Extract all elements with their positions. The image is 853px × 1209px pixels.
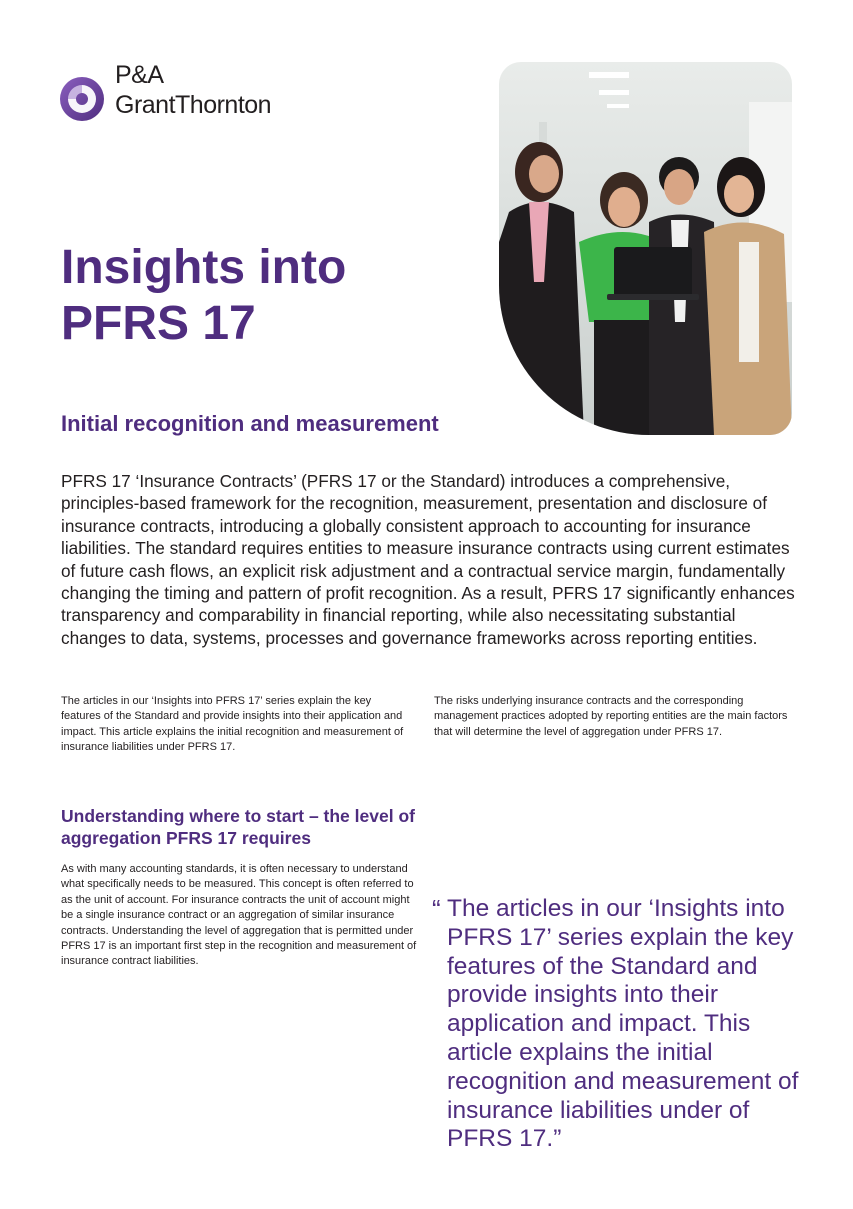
- quote-open-mark: “: [432, 894, 441, 924]
- grant-thornton-logo-icon: [60, 77, 104, 121]
- team-photo: [499, 62, 792, 435]
- page-subtitle: Initial recognition and measurement: [61, 411, 439, 436]
- left-column-paragraph-2: As with many accounting standards, it is often necessary to understand what specifically needs to be measured. This concept is often referred to as the unit of account. For insurance contracts the unit of account might be a single insurance contract or an aggregation of similar insurance contracts. Understanding the level of aggregation that is permitted under PFRS 17 is an important first step in the recognition and measurement of insurance contract liabilities.: [61, 863, 417, 968]
- logo-wordmark: [115, 60, 271, 120]
- left-column-paragraph-1: The articles in our ‘Insights into PFRS 17’ series explain the key features of the Standard and provide insights into their application and impact. This article explains the initial recognition and measurement of insurance liabilities under PFRS 17.: [61, 695, 404, 754]
- logo-line-1: P&A: [115, 61, 164, 89]
- intro-paragraph: PFRS 17 ‘Insurance Contracts’ (PFRS 17 or the Standard) introduces a comprehensive, principles-based framework for the recognition, measurement, presentation and disclosure of insurance contracts, introducing a globally consistent approach to accounting for insurance liabilities. The standard requires entities to measure insurance contracts using current estimates of future cash flows, an explicit risk adjustment and a contractual service margin, fundamentally changing the timing and pattern of profit recognition. As a result, PFRS 17 significantly enhances transparency and comparability in financial reporting, while also necessitating substantial changes to data, systems, processes and governance frameworks across reporting entities.: [61, 471, 795, 648]
- logo-line-2: GrantThornton: [115, 91, 272, 119]
- section-heading-aggregation: Understanding where to start – the level of aggregation PFRS 17 requires: [61, 806, 415, 848]
- right-column-paragraph-1: The risks underlying insurance contracts and the corresponding management practices adopted by reporting entities are the main factors that will determine the level of aggregation under PFRS 17.: [434, 695, 788, 738]
- pull-quote: The articles in our ‘Insights into PFRS 17’ series explain the key features of the Standard and provide insights into their application and impact. This article explains the initial recognition and measurement of insurance liabilities under of PFRS 17.”: [447, 895, 799, 1153]
- page-title: Insights into PFRS 17: [61, 241, 347, 350]
